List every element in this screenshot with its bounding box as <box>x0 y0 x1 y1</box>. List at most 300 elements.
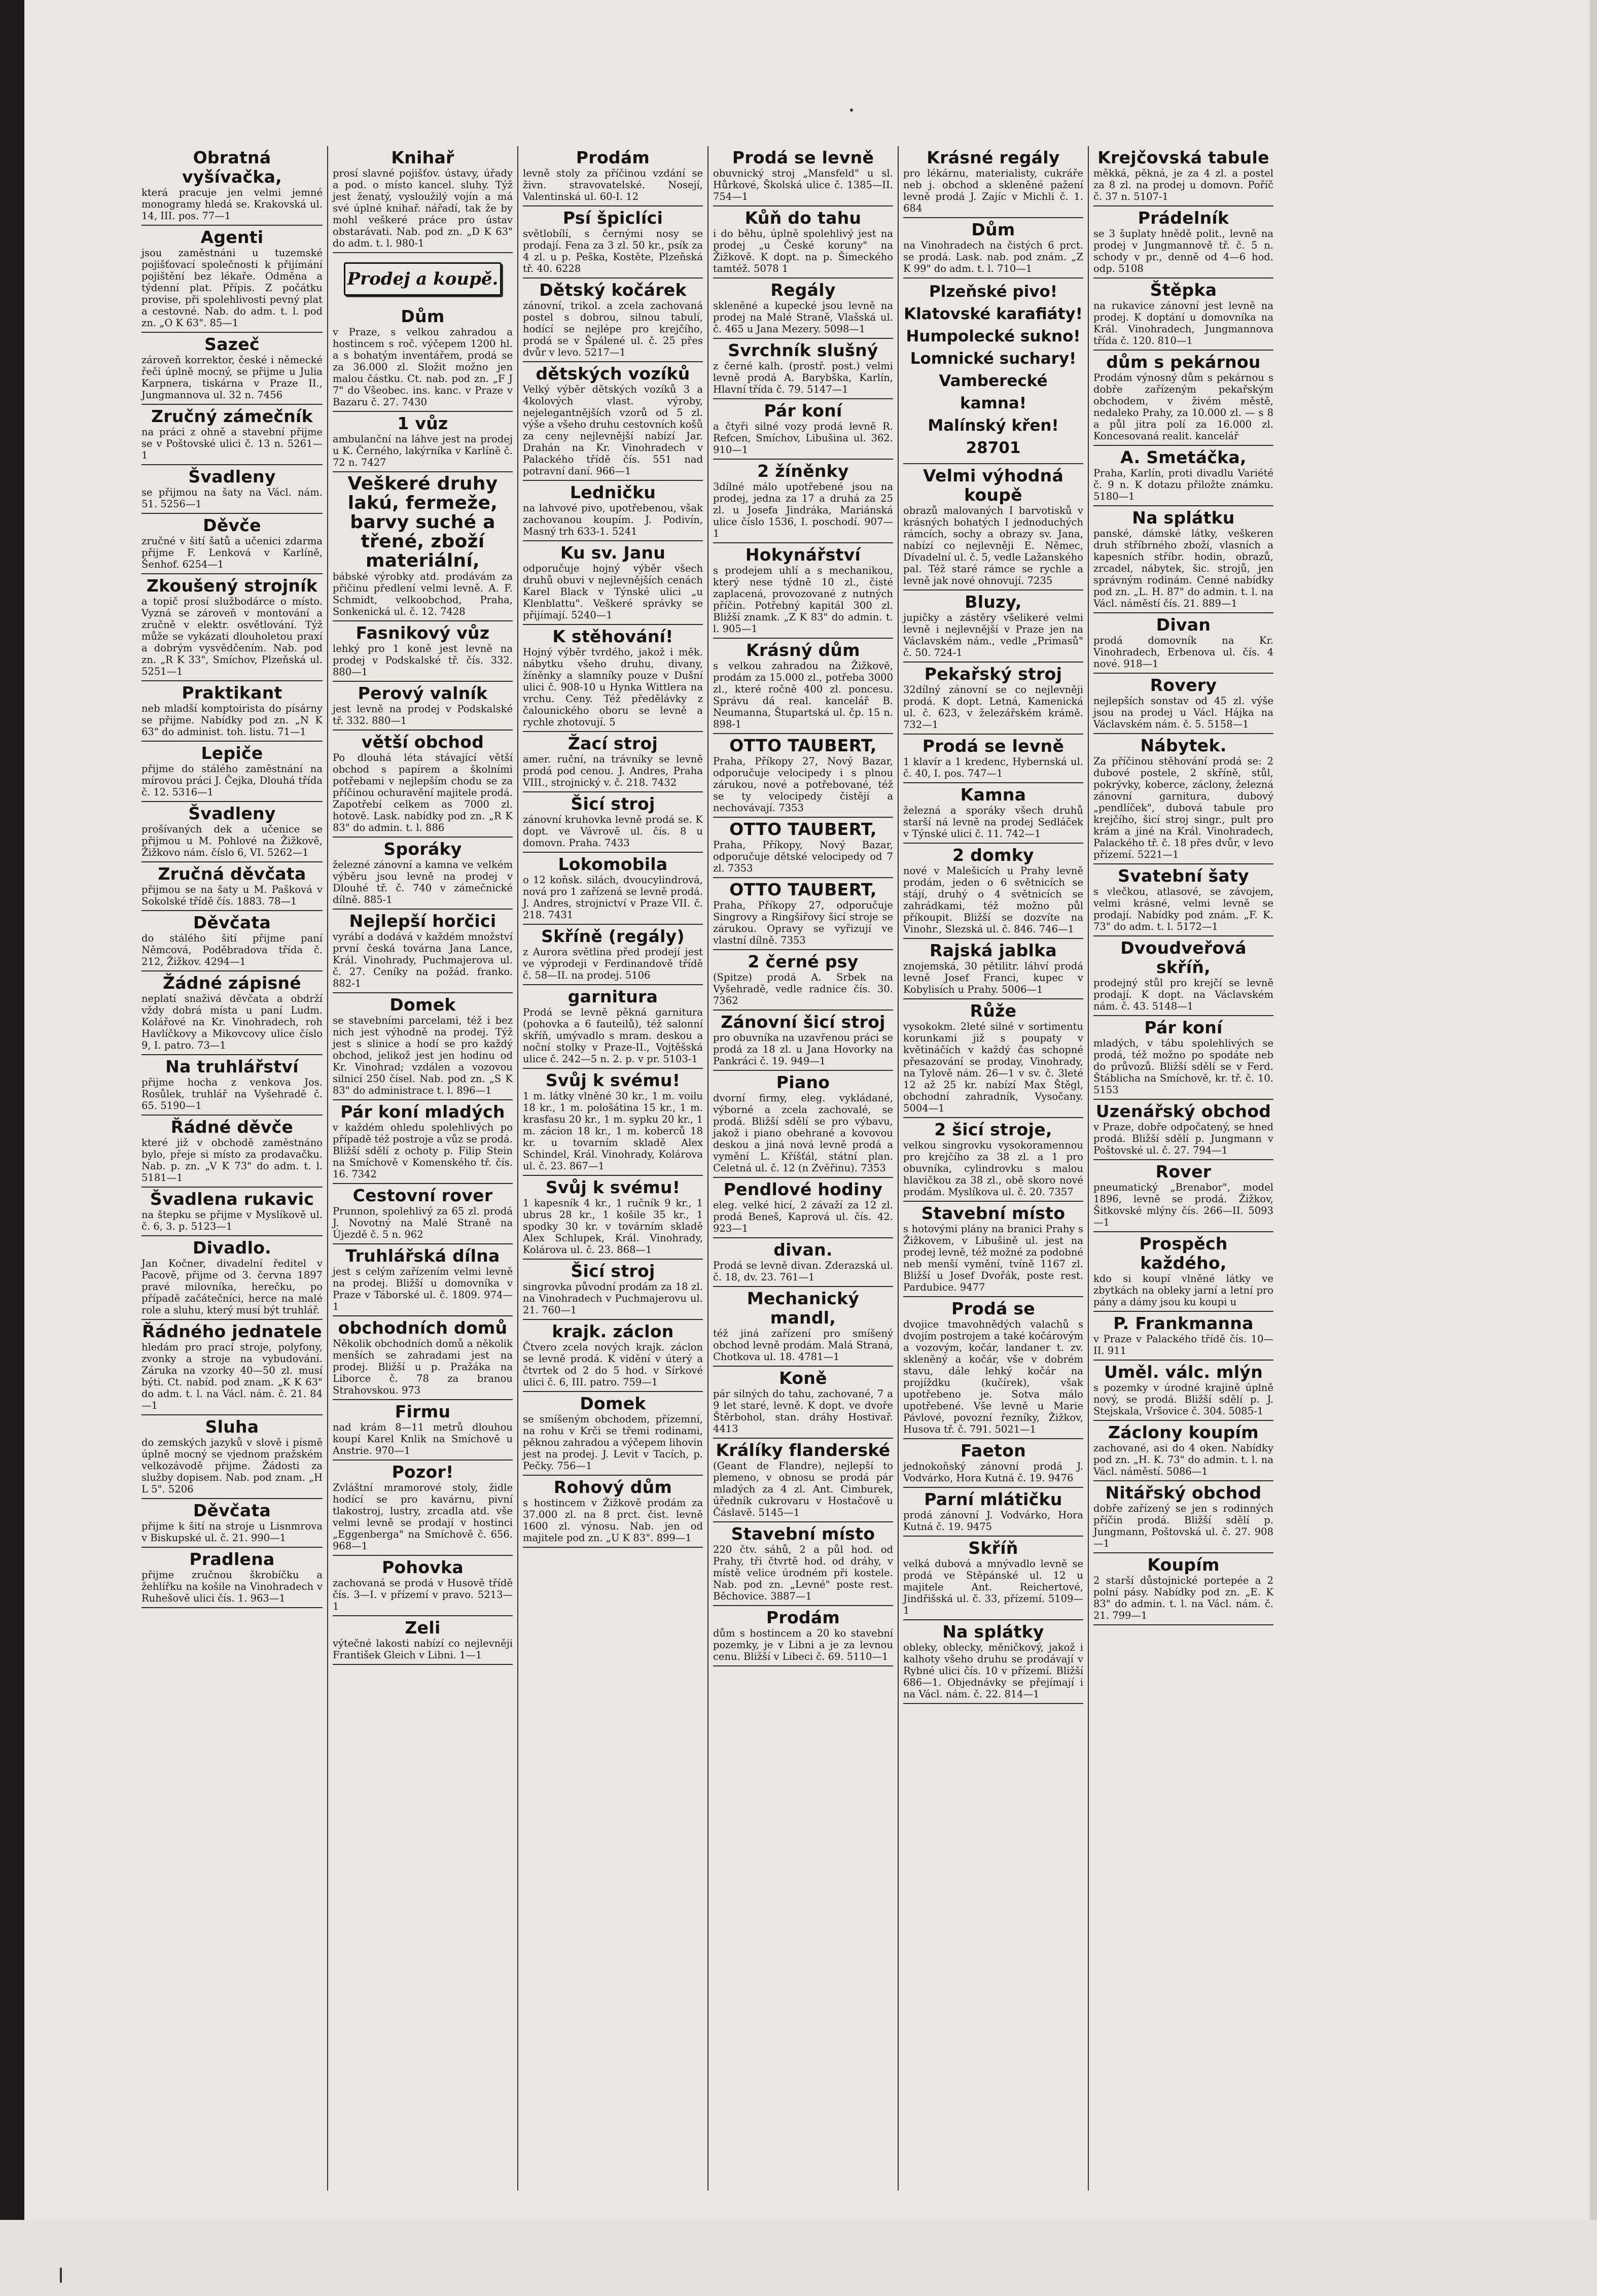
classified-ad <box>1093 1312 1273 1361</box>
ad-headline: Švadlena rukavic <box>150 1189 314 1209</box>
ad-headline: Svatební šaty <box>1118 866 1249 886</box>
classified-ad <box>713 1367 893 1439</box>
ad-column-6 <box>1088 146 1278 2190</box>
ad-body: 1 klavír a 1 kredenc, Hybernská ul. č. 40, I. pos. 747—1 <box>903 756 1083 779</box>
ad-body: jsou zaměstnáni u tuzemské pojišťovací společnosti k přijímání pojištění bez lékaře. Odměna a týdenní plat. Přípis. Z počátku provise, při spolehlivosti pevný plat a cestovné. Nab. do adm. t. l. pod zn. „O K 63". 85—1 <box>141 247 323 329</box>
classified-ad <box>523 206 703 279</box>
classified-ad <box>903 735 1083 783</box>
ad-body: prošívaných dek a učenice se přijmou u M. Pohlové na Žižkově, Žižkovo nám. číslo 6, VI. 5262—1 <box>141 823 323 858</box>
classified-ad <box>1093 1481 1273 1553</box>
ad-headline: Stavební místo <box>921 1203 1066 1223</box>
classified-ad <box>1093 734 1273 864</box>
ad-body: kdo si koupí vlněné látky ve zbytkách na obleky jarní a letní pro pány a dámy jsou ku koupi u <box>1093 1273 1273 1308</box>
ad-headline: Zkoušený strojník <box>146 576 318 596</box>
slogan-line: Humpolecké sukno! <box>906 327 1081 345</box>
ad-headline: 2 žíněnky <box>757 461 849 481</box>
classified-ad <box>903 1537 1083 1620</box>
ad-body: obuvnický stroj „Mansfeld" u sl. Hůrkové, Školská ulice č. 1385—II. 754—1 <box>713 167 893 202</box>
ad-body: znojemská, 30 pětilitr. láhví prodá levně Josef Franci, kupec v Kobylisích u Prahy. 5006—1 <box>903 960 1083 995</box>
ad-headline: Truhlářská dílna <box>345 1246 500 1266</box>
ink-speck <box>850 109 853 112</box>
classified-ad <box>141 1116 323 1188</box>
ad-body: Praha, Příkopy 27, odporučuje Singrovy a Ringšiřovy šicí stroje se zárukou. Opravy se vyřizují ve vlastní dílně. 7353 <box>713 899 893 946</box>
ad-headline: K stěhování! <box>552 627 673 646</box>
classified-ad <box>333 1400 513 1460</box>
ad-body: do zemských jazyků v slově i písmě úplně mocný se vjednom pražském velkozávodě přijme. Žádosti za služby dopisem. Nab. pod znam. „H L 5". 5206 <box>141 1437 323 1495</box>
ad-body: 3dílné málo upotřebené jsou na prodej, jedna za 17 a druhá za 25 zl. u Josefa Jindráka, Mariánská ulice číslo 1536, I. poschodí. 907—1 <box>713 481 893 539</box>
ad-headline: Parní mlátičku <box>924 1489 1062 1509</box>
ad-headline: Regály <box>770 280 836 300</box>
classified-ad <box>1093 613 1273 674</box>
classified-ad <box>713 1439 893 1522</box>
classified-ad <box>141 681 323 742</box>
ad-headline: Obratná vyšívačka, <box>182 148 282 187</box>
ad-body: skleněné a kupecké jsou levně na prodej na Malé Straně, Vlašská ul. č. 465 u Jana Mezery. 5098—1 <box>713 300 893 335</box>
ad-headline: Pár koní <box>764 401 842 421</box>
ad-body: ambulanční na láhve jest na prodej u K. Černého, lakýrníka v Karlíně č. 72 n. 7427 <box>333 433 513 468</box>
ad-headline: Králíky flanderské <box>716 1440 891 1460</box>
classified-ad <box>333 305 513 412</box>
ad-headline: garnitura <box>567 987 658 1006</box>
slogan-ad <box>903 279 1083 464</box>
ad-body: též jiná zařízení pro smíšený obchod levně prodám. Malá Straná, Chotkova ul. 18. 4781—1 <box>713 1328 893 1363</box>
ad-headline: Kůň do tahu <box>744 208 862 228</box>
ad-body: odporučuje hojný výběr všech druhů obuvi v nejlevnějších cenách Karel Black v Týnské ulici „u Klenblattu". Veškeré správky se přijímají. 5240—1 <box>523 563 703 621</box>
classified-ad <box>713 399 893 460</box>
ad-body: výtečné lakosti nabízí co nejlevněji František Gleich v Libni. 1—1 <box>333 1638 513 1661</box>
ad-headline: Velmi výhodná koupě <box>922 466 1064 505</box>
ad-body: která pracuje jen velmi jemné monogramy hledá se. Krakovská ul. 14, III. pos. 77—1 <box>141 187 323 222</box>
classified-ad <box>1093 864 1273 936</box>
ad-headline: Dům <box>971 220 1015 239</box>
ad-headline: Koně <box>779 1368 827 1388</box>
classified-ad <box>1093 936 1273 1016</box>
ad-body: Hojný výběr tvrdého, jakož i měk. nábytku všeho druhu, divany, žíněnky a slamníky pouze v Dušní ulici č. 908-10 u Hynka Wittlera na vrchu. Ceny. Též předělávky z čalounického oboru se levně a rychle zhotovují. 5 <box>523 646 703 728</box>
ad-body: Praha, Příkopy 27, Nový Bazar, odporučuje velocipedy i s plnou zárukou, nové a potřebované, též se ty velocipedy čistějí a nechovávají. 7353 <box>713 755 893 814</box>
classified-ad <box>713 878 893 950</box>
ad-headline: Prodám <box>576 148 650 167</box>
ad-headline: 1 vůz <box>397 413 448 433</box>
classified-ad <box>903 218 1083 279</box>
classified-ad <box>333 910 513 993</box>
ad-body: mladých, v tábu spolehlivých se prodá, též možno po spodáte neb do průvozů. Bližší sdělí se v Ferd. Štáblicha na Smíchově, kr. tř. č. 10. 5153 <box>1093 1037 1273 1096</box>
classified-ad <box>333 838 513 910</box>
ad-headline: Divadlo. <box>192 1238 272 1258</box>
classified-ad <box>141 226 323 333</box>
ad-headline: Na splátku <box>1132 508 1235 528</box>
ad-headline: Psí špiclíci <box>562 208 663 228</box>
classified-ad <box>523 481 703 541</box>
ad-body: v Praze, dobře odpočatený, se hned prodá. Bližší sdělí p. Jungmann v Poštovské ul. č. 27. 794—1 <box>1093 1121 1273 1156</box>
ad-headline: Pár koní mladých <box>340 1102 505 1122</box>
ad-headline: Lokomobila <box>558 854 668 874</box>
classified-ad <box>903 464 1083 590</box>
classified-ad <box>713 1287 893 1367</box>
ad-body: neb mladší komptoirista do písárny se přijme. Nabídky pod zn. „N K 63" do administ. toh. listu. 71—1 <box>141 703 323 738</box>
ad-body: nové v Malešicích u Prahy levně prodám, jeden o 6 světnicích se stájí, druhý o 4 světnicích se zahrádkami, též možno půl příkoupit. Bližší se dozvíte na Vinohr., Slezská ul. č. 846. 746—1 <box>903 865 1083 935</box>
ad-headline: Řádné děvče <box>170 1117 294 1137</box>
classified-ad <box>1093 146 1273 206</box>
classified-ad <box>333 1460 513 1556</box>
classified-ad <box>713 1011 893 1071</box>
ad-headline: Veškeré druhy lakú, fermeže, barvy suché a třené, zboží materiální, <box>347 473 498 571</box>
ad-headline: Skříně (regály) <box>541 926 685 946</box>
classified-ad <box>141 971 323 1055</box>
classified-ad <box>1093 446 1273 506</box>
ad-headline: Nitářský obchod <box>1105 1483 1262 1503</box>
ad-body: Praha, Karlín, proti divadlu Variété č. 9 n. K dotazu přiložte známku. 5180—1 <box>1093 467 1273 502</box>
ad-body: se přijmou na šaty na Václ. nám. 51. 5256—1 <box>141 486 323 510</box>
classified-ad <box>713 339 893 399</box>
ad-body: Prodám výnosný dům s pekárnou s dobře zařízeným pekařským obchodem, v živém městě, nedaleko Prahy, za 10.000 zl. — s 8 a půl jitra polí za 16.000 zl. Koncesovaná realit. kancelář <box>1093 372 1273 442</box>
classified-ad <box>523 1176 703 1260</box>
classified-ad <box>333 146 513 253</box>
ad-body: eleg. velké hicí, 2 závaží za 12 zl. prodá Beneš, Kaprová ul. čís. 42. 923—1 <box>713 1199 893 1234</box>
classified-ad <box>333 1100 513 1184</box>
ad-headline: Děvče <box>203 515 261 535</box>
ad-body: Za příčinou stěhování prodá se: 2 dubové postele, 2 skříně, stůl, pokrývky, koberce, záclony, železná zánovní garnitura, dubový „pendlíček", dubová tabule pro krejčího, šicí stroj singr., pult pro krám a jiné na Král. Vinohradech, Palackého tř. č. 18 přes dvůr, v levo přízemí. 5221—1 <box>1093 755 1273 860</box>
classified-ad <box>1093 674 1273 734</box>
ad-body: dvojice tmavohnědých valachů s dvojím postrojem a také kočárovým a vozovým, kočár, landaner t. zv. skleněný a kočár, vše v dobrém stavu, dále lehký kočár na projíždku (kučírek), však upotřebeno je. Sotva málo upotřebené. Vše levně u Marie Pávlové, povozní řezníky, Žižkov, Husova tř. č. 791. 5021—1 <box>903 1318 1083 1435</box>
classified-ad <box>141 574 323 681</box>
ad-headline: Růže <box>970 1001 1017 1021</box>
classified-ad <box>713 460 893 543</box>
scan-gutter <box>0 0 24 2296</box>
slogan-line: Malínský křen! 28701 <box>928 416 1059 457</box>
classified-ad <box>713 206 893 279</box>
ad-body: železná a sporáky všech druhů starší ná levně na prodej Sedláček v Týnské ulici č. 11. 742—1 <box>903 805 1083 840</box>
ad-headline: dětských vozíků <box>536 364 690 384</box>
ad-body: singrovka původní prodám za 18 zl. na Vinohradech v Puchmajerovu ul. 21. 760—1 <box>523 1281 703 1316</box>
ad-body: pro obuvníka na uzavřenou práci se prodá za 18 zl. u Jana Hovorky na Pankráci č. 19. 949—1 <box>713 1032 893 1067</box>
classified-ad <box>141 146 323 226</box>
ad-body: velká dubová a mnývadlo levně se prodá ve Stěpánské ul. 12 u majitele Ant. Reichertové, Jindřišská ul. č. 33, přízemí. 5109—1 <box>903 1558 1083 1616</box>
classified-ad <box>333 1616 513 1665</box>
ad-body: na lahvové pivo, upotřebenou, však zachovanou koupím. J. Podivín, Masný trh 633-1. 5241 <box>523 502 703 537</box>
ad-column-3 <box>517 146 707 2190</box>
scan-edge <box>1590 0 1597 2296</box>
ad-body: levně stoly za příčinou vzdání se živn. stravovatelské. Nosejí, Valentinská ul. 60-I. 12 <box>523 167 703 202</box>
ad-body: vyrábí a dodává v každém množství první česká továrna Jana Lance, Král. Vinohrady, Puchmajerova ul. č. 27. Ceníky na požád. franko. 882-1 <box>333 931 513 989</box>
classified-ad <box>713 639 893 734</box>
classified-ad <box>903 1297 1083 1439</box>
classified-ad <box>333 1556 513 1616</box>
ad-headline: Na truhlářství <box>165 1057 299 1076</box>
ad-headline: Prádelník <box>1138 208 1229 228</box>
ad-body: z černé kalh. (prostř. post.) velmi levně prodá A. Barybška, Karlín, Hlavní třída č. 79. 5147—1 <box>713 360 893 395</box>
ad-headline: Divan <box>1156 615 1211 635</box>
ad-headline: Rajská jablka <box>930 941 1057 960</box>
ad-headline: Skříň <box>968 1538 1018 1558</box>
ad-body: obleky, oblecky, měničkový, jakož i kalhoty všeho druhu se prodávají v Rybné ulici čís. 10 v přízemí. Bližší 686—1. Objednávky se přejímají i na Václ. nám. č. 22. 814—1 <box>903 1642 1083 1700</box>
ad-body: Prunnon, spolehlivý za 65 zl. prodá J. Novotný na Malé Straně na Újezdě č. 5 n. 962 <box>333 1205 513 1240</box>
ad-body: světlobílí, s černými nosy se prodají. Fena za 3 zl. 50 kr., psík za 4 zl. u p. Peška, Kostěte, Plzeňská tř. 40. 6228 <box>523 228 703 274</box>
classified-ad <box>141 862 323 911</box>
classified-ad <box>903 590 1083 663</box>
classified-ad <box>523 541 703 625</box>
ad-headline: Lepiče <box>201 743 263 763</box>
classified-ad <box>523 792 703 853</box>
ad-headline: A. Smetáčka, <box>1120 447 1247 467</box>
ad-headline: Domek <box>389 995 456 1015</box>
ad-headline: Nábytek. <box>1140 736 1227 755</box>
ad-headline: větší obchod <box>361 732 484 752</box>
ad-headline: Zánovní šicí stroj <box>721 1012 885 1032</box>
ad-body: bábské výrobky atd. prodávám za přičinu předlení velmi levně. A. F. Schmidt, velkoobchod, Praha, Sonkenická ul. č. 12. 7428 <box>333 571 513 617</box>
ad-body: se stavebními parcelami, též i bez nich jest výhodně na prodej. Týž jest s slinice a hodí se pro každý obchod, jelikož jest jen hodinu od Kr. Vinohrad; vzdálen a vozovou silnicí 250 čísel. Nab. pod zn. „S K 83" do administrace t. l. 896—1 <box>333 1015 513 1096</box>
ad-headline: Řádného jednatele <box>142 1321 322 1341</box>
classified-ad <box>903 1488 1083 1537</box>
ad-headline: Pradlena <box>189 1549 275 1569</box>
ad-body: které již v obchodě zaměstnáno bylo, přeje si místo za prodavačku. Nab. p. zn. „V K 73" do adm. t. l. 5181—1 <box>141 1137 323 1184</box>
ad-headline: Štěpka <box>1150 280 1217 300</box>
ad-headline: Švadleny <box>188 804 276 823</box>
classified-ad <box>1093 1160 1273 1232</box>
classified-ad <box>903 1620 1083 1704</box>
ad-headline: OTTO TAUBERT, <box>729 819 877 839</box>
ad-column-1 <box>137 146 327 2190</box>
ad-headline: Krejčovská tabule <box>1097 148 1269 167</box>
ad-body: Zvláštní mramorové stoly, židle hodící se pro kavárnu, pivní tlakostroj, lustry, zrcadla atd. vše velmi levně se prodají v hostinci „Eggenberga" na Smíchově č. 656. 968—1 <box>333 1482 513 1552</box>
ad-headline: Šicí stroj <box>571 794 655 814</box>
ad-body: obrazů malovaných I barvotisků v krásných bohatých I jednoduchých rámcích, sochy a obrazy sv. Jana, nabízí co nejlevněji E. Němec, Dívadelní ul. č. 5, vedle Lažanského pal. Též staré rámce se rychle a levně jak nové ohnovují. 7235 <box>903 505 1083 586</box>
ad-body: a topič prosí službodárce o místo. Vyzná se zároveň v montování a zručně v elektr. osvětlování. Týž může se vykázati dlouholetou praxí a dobrým vysvědčením. Nab. pod zn. „R K 33", Smíchov, Plzeňská ul. 5251—1 <box>141 596 323 677</box>
classified-ad <box>523 362 703 481</box>
ad-body: přijme zručnou škrobíčku a žehlířku na košile na Vinohradech v Ruhešově ulici čís. 1. 963—1 <box>141 1569 323 1604</box>
ad-headline: Žací stroj <box>567 734 658 753</box>
ad-body: jednokoňský zánovní prodá J. Vodvárko, Hora Kutná č. 19. 9476 <box>903 1460 1083 1484</box>
classified-ad <box>713 734 893 818</box>
ad-body: dobře zařízený se jen s rodinných příčin prodá. Bližší sdělí p. Jungmann, Poštovská ul. č. 27. 908—1 <box>1093 1503 1273 1549</box>
ad-body: z Aurora světlina před prodejí jest ve výprodeji v Ferdinandově třídě č. 58—II. na prodej. 5106 <box>523 946 703 981</box>
ad-headline: Sluha <box>205 1417 259 1437</box>
ad-body: s prodejem uhlí a s mechanikou, který nese týdně 10 zl., čisté zaplacená, provozované z nutných příčin. Potřebný kapitál 300 zl. Bližší znamk. „Z K 83" do admin. t. l. 905—1 <box>713 565 893 635</box>
classified-ad <box>1093 1553 1273 1625</box>
classified-ad <box>523 279 703 362</box>
classified-ads-page <box>137 146 1468 2190</box>
classified-ad <box>903 663 1083 735</box>
ad-headline: divan. <box>773 1240 833 1260</box>
ad-headline: Šicí stroj <box>571 1261 655 1281</box>
ad-body: 1 m. látky vlněné 30 kr., 1 m. voilu 18 kr., 1 m. pološátina 15 kr., 1 m. krasfasu 20 kr., 1 m. sypku 20 kr., 1 m. zácion 18 kr., 1 m. koberců 18 kr. u tovarním skladě Alex Schindel, Král. Vinohrady, Kolárova ul. č. 23. 867—1 <box>523 1090 703 1172</box>
ad-column-2 <box>327 146 517 2190</box>
ad-headline: obchodních domů <box>338 1318 508 1338</box>
ad-body: zručné v šití šatů a učenici zdarma přijme F. Lenková v Karlíně, Šenhof. 6254—1 <box>141 535 323 570</box>
section-stamp-heading: Prodej a koupě. <box>344 262 502 296</box>
ad-body: lehký pro 1 koně jest levně na prodej v Podskalské tř. čís. 332. 880—1 <box>333 643 513 678</box>
ad-headline: Na splátky <box>942 1622 1044 1642</box>
ad-column-4 <box>707 146 898 2190</box>
ad-body: a čtyři silné vozy prodá levně R. Refcen, Smíchov, Libušina ul. 362. 910—1 <box>713 421 893 456</box>
ad-body: neplatí snaživá děvčata a obdrží vždy dobrá místa u paní Ludm. Kolářové na Kr. Vinohradech, roh Havlíčkovy a Mikovcovy ulice číslo 9, I. patro. 73—1 <box>141 993 323 1051</box>
ad-column-5 <box>898 146 1088 2190</box>
ad-body: Velký výběr dětských vozíků 3 a 4kolových vlast. výroby, nejelegantnějších vzorů od 5 zl. výše a všeho druhu cestovních košů za ceny nejlevnější nabízí Jar. Drahán na Kr. Vinohradech v Palackého třídě čís. 551 nad potravní daní. 966—1 <box>523 384 703 477</box>
ad-body: jupičky a zástěry všelikeré velmi levně i nejlevnější v Praze jen na Václavském nám., vedle „Primasů" č. 50. 724-1 <box>903 612 1083 658</box>
classified-ad <box>523 985 703 1069</box>
classified-ad <box>333 1184 513 1244</box>
ad-headline: Záclony koupím <box>1108 1422 1259 1442</box>
ad-body: Prodá se levně pěkná garnitura (pohovka a 6 fauteilů), též salonní skříň, umývadlo s mram. deskou a noční stolky v Praze-II., Vojtěšská ulice č. 242—5 n. 2. p. v pr. 5103-1 <box>523 1006 703 1065</box>
classified-ad <box>1093 279 1273 351</box>
classified-ad <box>141 465 323 514</box>
ad-headline: Ku sv. Janu <box>560 543 666 563</box>
ad-headline: Pendlové hodiny <box>723 1179 883 1199</box>
ad-headline: Rohový dům <box>553 1477 672 1497</box>
classified-ad <box>713 818 893 878</box>
classified-ad <box>1093 206 1273 279</box>
ad-headline: Žádné zápisné <box>162 973 301 993</box>
ad-body: Po dlouhá léta stávající větší obchod s papírem a školními potřebami v nejlepším chodu se za příčinou ochuravění majitele prodá. Zapotřebí celkem as 7000 zl. hotově. Lask. nabídky pod zn. „R K 83" do admin. t. l. 886 <box>333 752 513 833</box>
classified-ad <box>523 732 703 792</box>
classified-ad <box>523 853 703 925</box>
slogan-line: Vamberecké kamna! <box>939 372 1048 412</box>
classified-ad <box>333 621 513 682</box>
ad-headline: 2 černé psy <box>748 952 859 971</box>
classified-ad <box>141 802 323 862</box>
ad-headline: Firmu <box>395 1402 451 1421</box>
classified-ad <box>903 1202 1083 1297</box>
ad-headline: Praktikant <box>182 683 282 703</box>
ad-body: zánovní kruhovka levně prodá se. K dopt. ve Vávrově ul. čís. 8 u domovn. Praha. 7433 <box>523 814 703 849</box>
slogan-line: Klatovské karafiáty! <box>904 305 1083 323</box>
classified-ad <box>333 412 513 472</box>
ad-body: Čtvero zcela nových krajk. záclon se levně prodá. K vidění v úterý a čtvrtek od 2 do 5 hod. v Sírkové ulici č. 6, III. patro. 759—1 <box>523 1341 703 1388</box>
ad-body: zachovaná se prodá v Husově třídě čís. 3—I. v přízemí v pravo. 5213—1 <box>333 1577 513 1612</box>
ad-headline: Fasnikový vůz <box>356 623 490 643</box>
classified-ad <box>903 999 1083 1118</box>
ad-body: do stálého šití přijme paní Němcová, Poděbradova třída č. 212, Žižkov. 4294—1 <box>141 932 323 967</box>
ad-headline: Zeli <box>405 1618 441 1638</box>
ad-body: prodejný stůl pro krejčí se levně prodají. K dopt. na Václavském nám. č. 43. 5148—1 <box>1093 977 1273 1012</box>
ad-headline: Zručná děvčata <box>158 864 306 884</box>
classified-ad <box>1093 1232 1273 1312</box>
classified-ad <box>713 146 893 206</box>
ad-headline: Pekařský stroj <box>924 664 1062 684</box>
ad-body: s vlečkou, atlasové, se závojem, velmi krásné, velmi levně se prodají. Nabídky pod znám. „F. K. 73" do adm. t. l. 5172—1 <box>1093 886 1273 932</box>
ad-body: s hostincem v Žižkově prodám za 37.000 zl. na 8 prct. čist. levně 1600 zl. výnosu. Nab. jen od majitele pod zn. „U K 83". 899—1 <box>523 1497 703 1544</box>
ad-headline: Uměl. válc. mlýn <box>1104 1362 1263 1382</box>
classified-ad <box>141 742 323 802</box>
ad-body: panské, dámské látky, veškeren druh stříbrného zboží, vlasních a kapesních stříbr. hodin, obrazů, zrcadel, nábytek, šic. strojů, jen správným rodinám. Cenné nabídky pod zn. „L. H. 87" do admin. t. l. na Václ. náměstí čís. 21. 889—1 <box>1093 528 1273 609</box>
ad-body: Prodá se levně divan. Zderazská ul. č. 18, dv. 23. 761—1 <box>713 1260 893 1283</box>
classified-ad <box>141 405 323 465</box>
ad-headline: Hokynářství <box>745 545 861 565</box>
page-bottom-margin <box>0 2220 1597 2296</box>
ad-body: prodá zánovní J. Vodvárko, Hora Kutná č. 19. 9475 <box>903 1509 1083 1533</box>
ad-headline: Stavební místo <box>731 1524 875 1544</box>
ad-body: na práci z ohně a stavební přijme se v Poštovské ulici č. 13 n. 5261—1 <box>141 426 323 461</box>
ad-headline: Zručný zámečník <box>151 406 313 426</box>
ad-headline: Bluzy, <box>965 592 1022 612</box>
ad-body: dům s hostincem a 20 ko stavební pozemky, je v Libni a je za levnou cenu. Bližší v Libeci č. 69. 5110—1 <box>713 1627 893 1662</box>
ad-headline: Domek <box>580 1394 646 1413</box>
ad-body: zachované, asi do 4 oken. Nabídky pod zn. „H. K. 73" do admin. t. l. na Václ. náměstí. 5086—1 <box>1093 1442 1273 1477</box>
slogan-line: Lomnické suchary! <box>910 350 1077 368</box>
ad-headline: Uzenářský obchod <box>1095 1101 1271 1121</box>
ad-body: měkká, pěkná, je za 4 zl. a postel za 8 zl. na prodej u domovn. Poříč č. 37 n. 5107-1 <box>1093 167 1273 202</box>
ad-headline: Pár koní <box>1144 1018 1223 1037</box>
ad-body: hledám pro prací stroje, polyfony, zvonky a stroje na vybudování. Záruka na vzorky 40—50 zl. musí býti. Ct. nabíd. pod znam. „K K 63" do adm. t. l. na Václ. nám. č. 21. 84—1 <box>141 1341 323 1411</box>
ad-body: v každém ohledu spolehlivých po případě též postroje a vůz se prodá. Bližší sdělí z ochoty p. Filip Stein na Smíchově v Komenského tř. čís. 16. 7342 <box>333 1122 513 1180</box>
ad-headline: Nejlepší horčici <box>349 911 496 931</box>
ad-headline: Svůj k svému! <box>545 1070 681 1090</box>
classified-ad <box>713 1238 893 1287</box>
ad-body: železné zánovní a kamna ve velkém výběru jsou levně na prodej v Dlouhé tř. č. 740 v zámečnické dílně. 885-1 <box>333 859 513 906</box>
ad-headline: Mechanický mandl, <box>747 1289 860 1328</box>
classified-ad <box>523 146 703 206</box>
classified-ad <box>903 783 1083 844</box>
ad-headline: Prodá se levně <box>732 148 874 167</box>
ad-body: jest s celým zařízením velmi levně na prodej. Bližší u domovníka v Praze v Táborské ul. č. 1809. 974—1 <box>333 1266 513 1312</box>
classified-ad <box>141 1320 323 1415</box>
classified-ad <box>713 543 893 639</box>
ad-headline: Svůj k svému! <box>545 1177 681 1197</box>
ad-headline: P. Frankmanna <box>1113 1313 1254 1333</box>
classified-ad <box>1093 1361 1273 1421</box>
classified-ad <box>523 625 703 732</box>
ad-body: přijme do stálého zaměstnání na mírovou práci J. Čejka, Dlouhá třída č. 12. 5316—1 <box>141 763 323 798</box>
ad-headline: krajk. záclon <box>552 1321 674 1341</box>
ad-body: vysokokm. 2leté silné v sortimentu korunkami již s poupaty v květináčích v každý čas schopné přesazování se proday, Vinohrady, na Tylově nám. 26—1 v sv. č. 3leté 12 až 25 kr. nabízí Max Štěgl, obchodní zahradník, Vysočany. 5004—1 <box>903 1021 1083 1114</box>
ad-body: na štepku se přijme v Myslíkově ul. č. 6, 3. p. 5123—1 <box>141 1209 323 1232</box>
ad-body: 220 čtv. sáhů, 2 a půl hod. od Prahy, tři čtvrtě hod. od dráhy, v místě velice úrodném při kostele. Nab. pod zn. „Levné" poste rest. Běchovice. 3887—1 <box>713 1544 893 1602</box>
ad-headline: Rovery <box>1150 675 1217 695</box>
ink-speck <box>60 2268 62 2283</box>
ad-body: 1 kapesník 4 kr., 1 ručník 9 kr., 1 ubrus 28 kr., 1 košile 35 kr., 1 spodky 30 kr. v továrním skladě Alex Schlupek, Král. Vinohrady, Kolárova ul. č. 23. 868—1 <box>523 1197 703 1256</box>
ad-headline: Sporáky <box>383 839 462 859</box>
classified-ad <box>141 1236 323 1320</box>
ad-body: (Spitze) prodá A. Srbek na Vyšehradě, vedle radnice čís. 30. 7362 <box>713 971 893 1006</box>
ad-headline: Děvčata <box>193 913 271 932</box>
ad-headline: dům s pekárnou <box>1106 352 1261 372</box>
classified-ad <box>903 939 1083 999</box>
ad-headline: OTTO TAUBERT, <box>729 736 877 755</box>
classified-ad <box>903 146 1083 218</box>
ad-body: velkou singrovku vysokoramennou pro krejčího za 38 zl. a 1 pro obuvníka, cylindrovku s malou hlavičkou za 38 zl., obě skoro nové prodám. Myslíkova ul. č. 20. 7357 <box>903 1139 1083 1198</box>
slogan-line: Plzeňské pivo! <box>929 283 1057 301</box>
ad-body: s pozemky v úrodné krajině úplně nový, se prodá. Bližší sdělí p. J. Stejskala, Vršovice č. 304. 5085-1 <box>1093 1382 1273 1417</box>
classified-ad <box>713 1606 893 1666</box>
ad-body: na rukavice zánovní jest levně na prodej. K doptání u domovníka na Král. Vinohradech, Jungmannova třída č. 120. 810—1 <box>1093 300 1273 346</box>
ad-headline: Prodám <box>766 1608 840 1627</box>
classified-ad <box>523 1476 703 1548</box>
classified-ad <box>1093 506 1273 613</box>
classified-ad <box>333 472 513 621</box>
classified-ad <box>141 1499 323 1548</box>
ad-body: Jan Kočner, divadelní ředitel v Pacově, přijme od 3. června 1897 pravé milovníka, herečku, po případě začátečníci, herce na malé role a sluhu, který musí být truhlář. <box>141 1258 323 1316</box>
ad-headline: Sazeč <box>204 334 260 354</box>
classified-ad <box>141 514 323 574</box>
classified-ad <box>333 1244 513 1316</box>
ad-body: s velkou zahradou na Žižkově, prodám za 15.000 zl., potřeba 3000 zl., které ročně 400 zl. poncesu. Správu dá real. kancelář B. Neumanna, Štupartská ul. čp. 15 n. 898-1 <box>713 660 893 730</box>
ad-body: s hotovými plány na branici Prahy s Žižkovem, v Libušině ul. jest na prodej levně, též možné za podobné neb menší vymění, tvíně 1167 zl. Bližší u Josef Dvořák, poste rest. Pardubice. 9477 <box>903 1223 1083 1293</box>
classified-ad <box>523 1069 703 1176</box>
ad-body: zároveň korrektor, české i německé řeči úplně mocný, se přijme u Julia Karpnera, tiskárna v Praze II., Jungmannova ul. 32 n. 7456 <box>141 354 323 401</box>
classified-ad <box>141 1055 323 1116</box>
ad-body: prosí slavné pojišťov. ústavy, úřady a pod. o místo kancel. sluhy. Týž jest ženatý, vysloužilý vojín a má své úplné knihař. nářadí, tak že by mohl veškeré práce pro ústav obstarávati. Nab. pod zn. „D K 63" do adm. t. l. 980-1 <box>333 167 513 249</box>
ad-headline: OTTO TAUBERT, <box>729 880 877 899</box>
classified-ad <box>713 1522 893 1606</box>
ad-body: (Geant de Flandre), nejlepší to plemeno, v obnosu se prodá pár mladých za 4 zl. Ant. Cimburek, úředník cukrovaru v Hostačově u Čáslavě. 5145—1 <box>713 1460 893 1518</box>
ad-headline: Piano <box>776 1072 830 1092</box>
ad-body: se smíšeným obchodem, přízemní, na rohu v Krči se třemi rodinami, pěknou zahradou a výčepem lihovin jest na prodej. J. Levit v Tacích, p. Pečky. 756—1 <box>523 1413 703 1472</box>
ad-body: se 3 šuplaty hnědě polit., levně na prodej v Jungmannově tř. č. 5 n. schody v pr., denně od 4—6 hod. odp. 5108 <box>1093 228 1273 274</box>
classified-ad <box>141 1415 323 1499</box>
ad-headline: Děvčata <box>193 1501 271 1520</box>
classified-ad <box>903 1439 1083 1488</box>
classified-ad <box>1093 1016 1273 1100</box>
classified-ad <box>1093 351 1273 446</box>
